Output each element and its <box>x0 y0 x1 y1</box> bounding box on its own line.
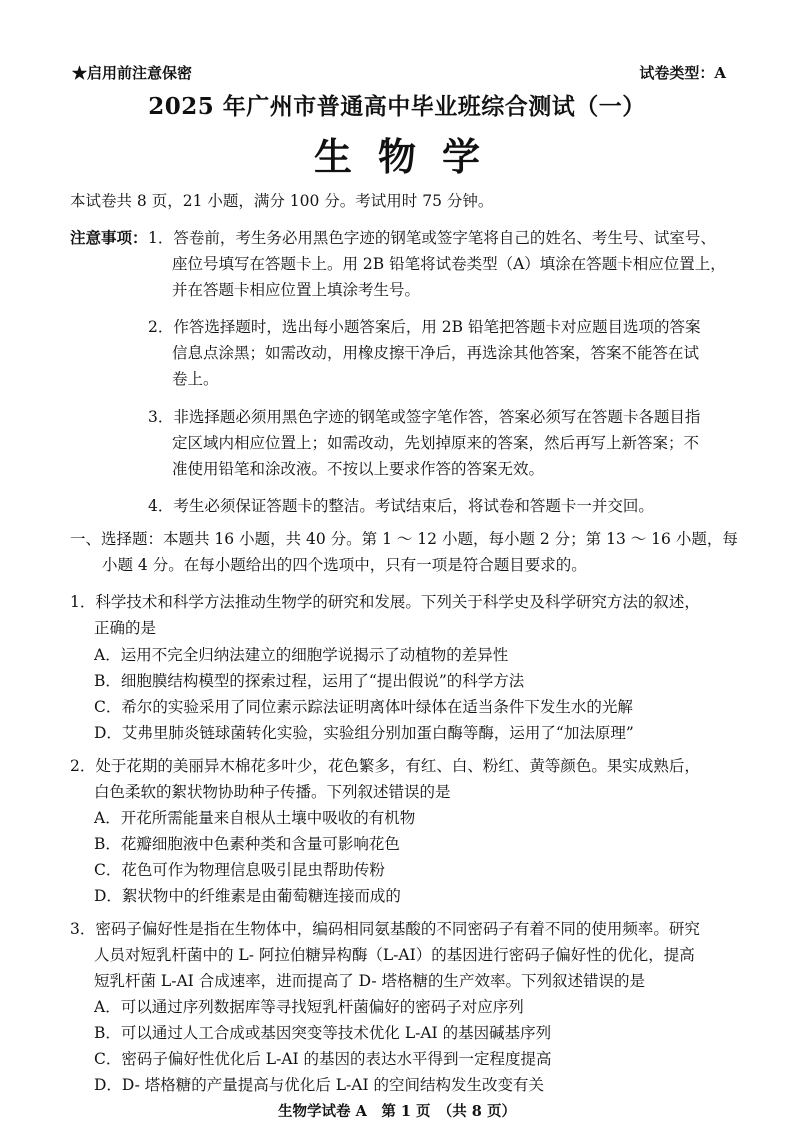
notice-item-2-line-2: 信息点涂黑；如需改动，用橡皮擦干净后，再选涂其他答案，答案不能答在试 <box>172 344 700 362</box>
notice-item-3-line-1: 3．非选择题必须用黑色字迹的钢笔或签字笔作答，答案必须写在答题卡各题目指 <box>148 408 701 426</box>
question-3-option-d: D．D- 塔格糖的产量提高与优化后 L-AI 的空间结构发生改变有关 <box>94 1076 545 1094</box>
subject-title: 生物学 <box>313 134 506 179</box>
notice-item-3-line-3: 准使用铅笔和涂改液。不按以上要求作答的答案无效。 <box>172 460 545 478</box>
question-1-option-a: A．运用不完全归纳法建立的细胞学说揭示了动植物的差异性 <box>94 646 509 664</box>
question-2-option-b: B．花瓣细胞液中色素种类和含量可影响花色 <box>94 835 400 853</box>
page-footer: 生物学试卷 A 第 1 页 （共 8 页） <box>278 1103 516 1120</box>
question-2-stem-line-1: 2．处于花期的美丽异木棉花多叶少，花色繁多，有红、白、粉红、黄等颜色。果实成熟后， <box>70 757 700 775</box>
notice-item-1-line-1: 1．答卷前，考生务必用黑色字迹的钢笔或签字笔将自己的姓名、考生号、试室号、 <box>148 229 716 247</box>
question-3-stem-line-1: 3．密码子偏好性是指在生物体中，编码相同氨基酸的不同密码子有着不同的使用频率。研究 <box>70 920 700 938</box>
notice-item-1-line-2: 座位号填写在答题卡上。用 2B 铅笔将试卷类型（A）填涂在答题卡相应位置上， <box>172 255 726 273</box>
question-1-option-c: C．希尔的实验采用了同位素示踪法证明离体叶绿体在适当条件下发生水的光解 <box>94 698 633 716</box>
question-1-option-d: D．艾弗里肺炎链球菌转化实验，实验组分别加蛋白酶等酶，运用了“加法原理” <box>94 724 634 742</box>
question-1-option-b: B．细胞膜结构模型的探索过程，运用了“提出假说”的科学方法 <box>94 672 525 690</box>
intro-text: 本试卷共 8 页，21 小题，满分 100 分。考试用时 75 分钟。 <box>70 192 494 210</box>
section-heading-line-2: 小题 4 分。在每小题给出的四个选项中，只有一项是符合题目要求的。 <box>102 556 587 574</box>
notice-item-3-line-2: 定区域内相应位置上；如需改动，先划掉原来的答案，然后再写上新答案；不 <box>172 434 700 452</box>
question-1-stem-line-1: 1．科学技术和科学方法推动生物学的研究和发展。下列关于科学史及科学研究方法的叙述， <box>70 593 700 611</box>
question-3-option-a: A．可以通过序列数据库等寻找短乳杆菌偏好的密码子对应序列 <box>94 998 524 1016</box>
question-3-stem-line-3: 短乳杆菌 L-AI 合成速率，进而提高了 D- 塔格糖的生产效率。下列叙述错误的是 <box>94 972 646 990</box>
question-2-option-c: C．花色可作为物理信息吸引昆虫帮助传粉 <box>94 861 385 879</box>
section-heading-line-1: 一、选择题：本题共 16 小题，共 40 分。第 1 ～ 12 小题，每小题 2 分；第 13 ～ 16 小题，每 <box>70 530 738 548</box>
paper-type-label: 试卷类型：A <box>639 64 726 82</box>
question-2-option-a: A．开花所需能量来自根从土壤中吸收的有机物 <box>94 809 416 827</box>
question-1-stem-line-2: 正确的是 <box>94 619 157 637</box>
notice-label: 注意事项： <box>70 228 148 247</box>
question-3-option-b: B．可以通过人工合成或基因突变等技术优化 L-AI 的基因碱基序列 <box>94 1024 552 1042</box>
question-3-option-c: C．密码子偏好性优化后 L-AI 的基因的表达水平得到一定程度提高 <box>94 1050 552 1068</box>
question-2-stem-line-2: 白色柔软的絮状物协助种子传播。下列叙述错误的是 <box>94 783 451 801</box>
confidential-mark: ★启用前注意保密 <box>72 64 193 82</box>
exam-title: 2025 年广州市普通高中毕业班综合测试（一） <box>148 93 646 120</box>
notice-item-1-line-3: 并在答题卡相应位置上填涂考生号。 <box>172 281 421 299</box>
notice-item-2-line-3: 卷上。 <box>172 370 219 388</box>
notice-item-4-line-1: 4．考生必须保证答题卡的整洁。考试结束后，将试卷和答题卡一并交回。 <box>148 497 654 515</box>
question-3-stem-line-2: 人员对短乳杆菌中的 L- 阿拉伯糖异构酶（L-AI）的基因进行密码子偏好性的优化，提高 <box>94 946 695 964</box>
question-2-option-d: D．絮状物中的纤维素是由葡萄糖连接而成的 <box>94 887 401 905</box>
notice-item-2-line-1: 2．作答选择题时，选出每小题答案后，用 2B 铅笔把答题卡对应题目选项的答案 <box>148 318 701 336</box>
